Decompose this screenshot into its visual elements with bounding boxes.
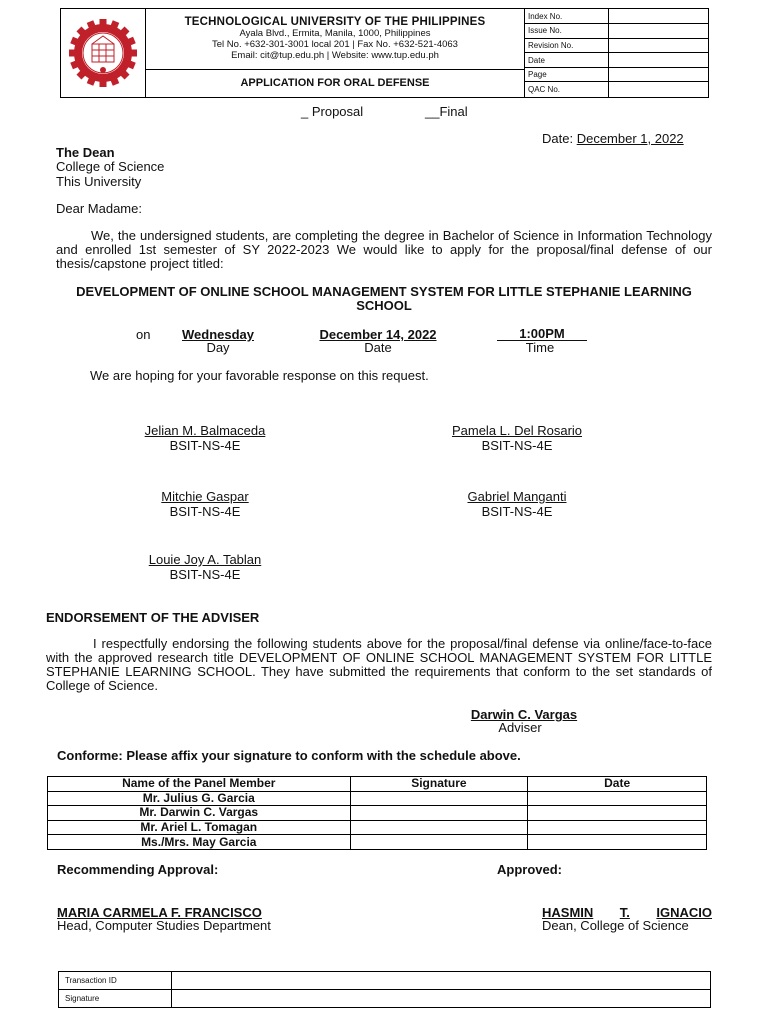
panel-member-name: Mr. Julius G. Garcia — [48, 791, 351, 806]
schedule-day: Wednesday — [181, 327, 254, 342]
schedule-date-label: Date — [364, 340, 392, 355]
panel-date-cell[interactable] — [528, 791, 707, 806]
approver-middle-initial: T. — [619, 905, 630, 920]
student-name: Gabriel Manganti — [467, 489, 567, 504]
meta-page-value[interactable] — [608, 67, 708, 82]
date-label: Date: — [542, 131, 574, 146]
salutation: Dear Madame: — [56, 201, 142, 216]
meta-date-value[interactable] — [608, 53, 708, 68]
conforme-instruction: Conforme: Please affix your signature to conform with the schedule above. — [57, 748, 521, 763]
project-title: DEVELOPMENT OF ONLINE SCHOOL MANAGEMENT SYSTEM FOR LITTLE STEPHANIE LEARNING SCHOOL — [76, 284, 692, 313]
student-name: Mitchie Gaspar — [161, 489, 249, 504]
panel-header-row — [48, 777, 707, 792]
student-section: BSIT-NS-4E — [169, 504, 241, 519]
panel-signature-cell[interactable] — [350, 835, 528, 850]
approver-role: Dean, College of Science — [542, 918, 689, 933]
table-row — [59, 990, 711, 1008]
student-signatory — [120, 552, 290, 582]
student-signatory — [120, 489, 290, 519]
document-meta-table — [525, 9, 708, 97]
meta-date-label: Date — [525, 53, 608, 68]
form-header — [60, 8, 709, 98]
adviser-name: Darwin C. Vargas — [470, 707, 578, 722]
schedule-time-label: Time — [525, 340, 555, 355]
student-name: Louie Joy A. Tablan — [148, 552, 262, 567]
meta-revision-value[interactable] — [608, 38, 708, 53]
transaction-id-field[interactable] — [172, 972, 711, 990]
student-section: BSIT-NS-4E — [481, 438, 553, 453]
form-title: APPLICATION FOR ORAL DEFENSE — [146, 69, 525, 97]
meta-issue-label: Issue No. — [525, 24, 608, 39]
student-signatory — [432, 423, 602, 453]
meta-qac-label: QAC No. — [525, 82, 608, 97]
panel-date-cell[interactable] — [528, 835, 707, 850]
final-option[interactable]: __Final — [425, 104, 468, 119]
panel-header-date: Date — [528, 777, 707, 792]
university-info-cell — [146, 9, 525, 70]
meta-issue-value[interactable] — [608, 24, 708, 39]
student-signatory — [432, 489, 602, 519]
recommending-approval-label: Recommending Approval: — [57, 862, 219, 877]
approved-label: Approved: — [497, 862, 562, 877]
panel-signature-cell[interactable] — [350, 806, 528, 821]
proposal-option[interactable]: _ Proposal — [301, 104, 364, 119]
panel-date-cell[interactable] — [528, 820, 707, 835]
table-row — [48, 806, 707, 821]
approver-first-name: HASMIN — [542, 905, 594, 920]
panel-member-name: Mr. Darwin C. Vargas — [48, 806, 351, 821]
approver-last-name: IGNACIO — [656, 905, 712, 920]
meta-index-label: Index No. — [525, 9, 608, 24]
panel-member-name: Ms./Mrs. May Garcia — [48, 835, 351, 850]
body-paragraph: We, the undersigned students, are completing the degree in Bachelor of Science in Information Technology and enrolled 1st semester of SY 2022-2023 We would like to apply for the proposal/final defense of our thesis/capstone project titled: — [56, 228, 712, 271]
meta-page-label: Page — [525, 67, 608, 82]
student-section: BSIT-NS-4E — [481, 504, 553, 519]
university-seal-cell — [61, 9, 146, 98]
student-name: Jelian M. Balmaceda — [144, 423, 266, 438]
university-name: TECHNOLOGICAL UNIVERSITY OF THE PHILIPPINES — [184, 15, 486, 28]
panel-signature-cell[interactable] — [350, 820, 528, 835]
meta-index-value[interactable] — [608, 9, 708, 24]
panel-table — [47, 776, 707, 850]
meta-qac-value[interactable] — [608, 82, 708, 97]
transaction-id-label: Transaction ID — [59, 972, 172, 990]
table-row — [48, 835, 707, 850]
schedule-day-label: Day — [206, 340, 230, 355]
meta-revision-label: Revision No. — [525, 38, 608, 53]
signature-label: Signature — [59, 990, 172, 1008]
student-signatory — [120, 423, 290, 453]
university-address: Ayala Blvd., Ermita, Manila, 1000, Philippines — [239, 27, 431, 39]
signature-field[interactable] — [172, 990, 711, 1008]
recommender-name: MARIA CARMELA F. FRANCISCO — [57, 905, 262, 920]
endorsement-heading: ENDORSEMENT OF THE ADVISER — [46, 610, 260, 625]
table-row — [59, 972, 711, 990]
transaction-table — [58, 971, 711, 1008]
table-row — [48, 791, 707, 806]
panel-date-cell[interactable] — [528, 806, 707, 821]
panel-member-name: Mr. Ariel L. Tomagan — [48, 820, 351, 835]
addressee-college: College of Science — [56, 159, 165, 174]
document-meta-cell — [525, 9, 709, 98]
addressee-title: The Dean — [56, 145, 115, 160]
endorsement-text: I respectfully endorsing the following students above for the proposal/final defense via online/face-to-face with the approved research title DEVELOPMENT OF ONLINE SCHOOL MANAGEMENT SYSTEM FOR LITTLE STEPHANIE LEARNING SCHOOL. They have submitted the requirements that conform to the set standards of College of Science. — [46, 636, 712, 693]
schedule-date: December 14, 2022 — [319, 327, 437, 342]
table-row — [48, 820, 707, 835]
panel-header-signature: Signature — [350, 777, 528, 792]
schedule-on: on — [136, 327, 151, 342]
student-section: BSIT-NS-4E — [169, 438, 241, 453]
closing-line: We are hoping for your favorable response on this request. — [90, 368, 429, 383]
university-contact: Tel No. +632-301-3001 local 201 | Fax No. +632-521-4063 — [212, 38, 458, 50]
adviser-role: Adviser — [498, 720, 542, 735]
recommender-role: Head, Computer Studies Department — [57, 918, 271, 933]
student-name: Pamela L. Del Rosario — [451, 423, 583, 438]
university-email-website: Email: cit@tup.edu.ph | Website: www.tup.edu.ph — [231, 49, 439, 61]
panel-header-name: Name of the Panel Member — [48, 777, 351, 792]
letter-date — [542, 131, 684, 146]
student-section: BSIT-NS-4E — [169, 567, 241, 582]
university-seal-icon — [68, 18, 138, 88]
addressee-university: This University — [56, 174, 142, 189]
panel-signature-cell[interactable] — [350, 791, 528, 806]
date-value: December 1, 2022 — [576, 131, 684, 146]
schedule-time: 1:00PM — [497, 327, 587, 341]
